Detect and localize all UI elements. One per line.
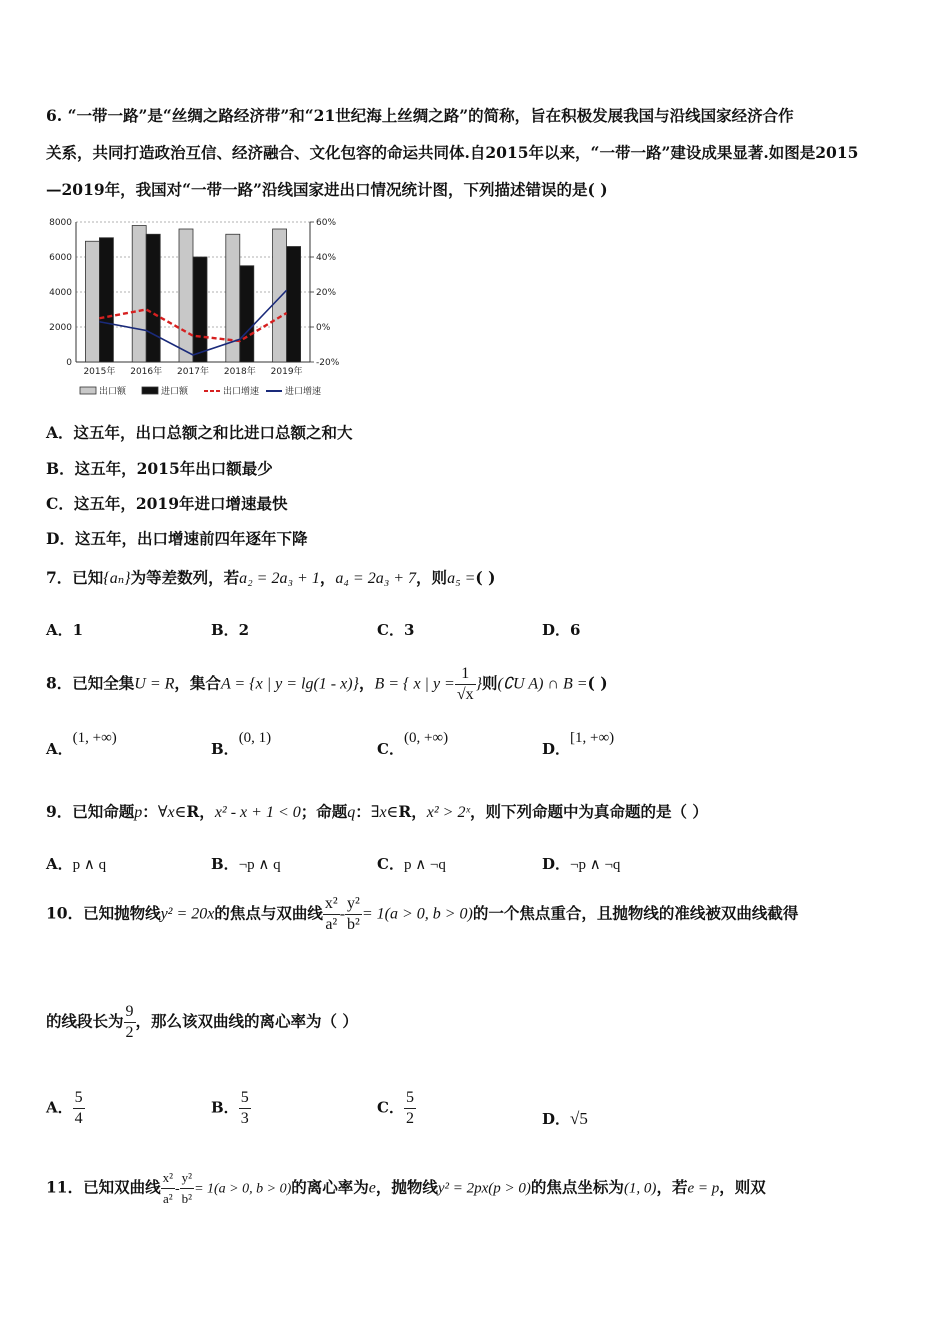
q10-y-fraction xyxy=(345,894,362,935)
q10-y-denominator: b² xyxy=(347,916,360,933)
q10-option-d-value: √5 xyxy=(570,1109,588,1128)
q10-option-a-fraction xyxy=(73,1088,85,1129)
q7-option-a: A．1 xyxy=(46,621,84,639)
q10-option-a xyxy=(46,1088,85,1129)
q10-option-b-numerator: 5 xyxy=(239,1088,251,1109)
q8-option-c-value: (0, +∞) xyxy=(403,730,449,746)
q8-option-a xyxy=(46,730,117,759)
x-tick-label: 2018年 xyxy=(223,367,256,377)
q9-p-statement: x² - x + 1 < 0 xyxy=(214,804,301,821)
q11-mid1: 的离心率为 xyxy=(291,1177,369,1197)
legend-label: 进口增速 xyxy=(285,387,322,397)
q9-option-d-value: ¬p ∧ ¬q xyxy=(570,857,621,873)
q7-condition-1: a₂ = 2a₃ + 1 xyxy=(239,570,320,587)
y-tick-label: 2000 xyxy=(49,323,72,333)
bar xyxy=(179,229,193,362)
q9-option-a xyxy=(46,853,106,874)
q10-option-a-denominator: 4 xyxy=(74,1110,83,1127)
q10-mid: 的焦点与双曲线 xyxy=(214,903,323,923)
y2-tick-label: 40% xyxy=(316,253,337,263)
q10-option-d-label: D． xyxy=(542,1110,571,1128)
q8-comma: ， xyxy=(358,673,375,693)
bar xyxy=(287,247,301,363)
q6-option-a: A．这五年，出口总额之和比进口总额之和大 xyxy=(46,423,353,442)
q7-sequence: {aₙ} xyxy=(103,570,131,587)
q10-stem-line1 xyxy=(46,894,798,935)
q10-option-c-fraction xyxy=(404,1088,416,1129)
legend-label: 出口额 xyxy=(99,387,127,397)
q10-length-numerator: 9 xyxy=(124,1002,136,1023)
q7-condition-2: a₄ = 2a₃ + 7 xyxy=(335,570,417,587)
q8-option-b xyxy=(211,730,272,759)
q10-y-numerator: y² xyxy=(345,894,362,915)
q7-mid: 为等差数列，若 xyxy=(130,568,240,587)
q11-y-numerator: y² xyxy=(180,1168,194,1189)
bar xyxy=(240,266,254,362)
q10-length-denominator: 2 xyxy=(125,1024,134,1041)
q7-option-b: B．2 xyxy=(211,621,250,639)
q6-line3: —2019年，我国对“一带一路”沿线国家进出口情况统计图，下列描述错误的是( ) xyxy=(46,180,608,199)
q7-prefix: 7．已知 xyxy=(46,568,104,587)
q11-focus: (1, 0) xyxy=(623,1180,657,1197)
bar xyxy=(273,229,287,362)
legend-label: 进口额 xyxy=(161,387,189,397)
q7-stem xyxy=(46,566,496,588)
q11-condition: = 1(a > 0, b > 0) xyxy=(194,1181,292,1197)
q10-option-b xyxy=(211,1088,251,1129)
q10-condition: = 1(a > 0, b > 0) xyxy=(361,905,473,923)
q9-colon: ： xyxy=(142,802,158,821)
q10-line2-suffix: ，那么该双曲线的离心率为（ ） xyxy=(135,1011,358,1031)
trade-chart xyxy=(40,212,350,404)
q9-q-statement: x² > 2ˣ xyxy=(426,804,470,821)
q8-option-d-value: [1, +∞) xyxy=(570,730,615,746)
q11-mid3: 的焦点坐标为 xyxy=(530,1177,624,1197)
q8-b-numerator: 1 xyxy=(455,664,476,685)
q10-minus: - xyxy=(339,905,346,923)
x-tick-label: 2017年 xyxy=(177,367,209,377)
x-tick-label: 2019年 xyxy=(270,367,303,377)
q8-set-a: A = {x | y = lg(1 - x)} xyxy=(220,675,359,693)
y-tick-label: 6000 xyxy=(49,253,72,263)
q9-p: p xyxy=(134,804,143,821)
q10-parabola: y² = 20x xyxy=(160,905,215,923)
bar xyxy=(193,257,207,362)
q11-prefix: 11．已知双曲线 xyxy=(46,1177,161,1197)
q9-option-b xyxy=(211,853,281,874)
q6-line1: 6. “一带一路”是“丝绸之路经济带”和“21世纪海上丝绸之路”的简称，旨在积极发展我国与沿线国家经济合作 xyxy=(46,106,794,125)
q7-option-d: D．6 xyxy=(542,621,581,639)
q10-x-numerator: x² xyxy=(323,894,340,915)
q11-y-denominator: b² xyxy=(181,1191,193,1206)
q6-option-c: C．这五年，2019年进口增速最快 xyxy=(46,494,288,513)
q9-option-b-value: ¬p ∧ q xyxy=(238,857,281,873)
q8-b-denominator: √x xyxy=(456,686,474,703)
q10-option-c-numerator: 5 xyxy=(404,1088,416,1109)
bar xyxy=(99,238,113,362)
q11-mid4: ，若 xyxy=(656,1177,688,1197)
q11-minus: - xyxy=(174,1181,180,1197)
q7-comma: ， xyxy=(319,568,336,587)
q10-option-a-numerator: 5 xyxy=(73,1088,85,1109)
q10-option-b-fraction xyxy=(239,1088,251,1129)
q9-prefix: 9．已知命题 xyxy=(46,802,135,821)
q9-r2: R， xyxy=(398,802,427,821)
q7-ask: a₅ = xyxy=(447,570,476,587)
q9-r1: R， xyxy=(186,802,215,821)
q11-stem xyxy=(46,1168,766,1209)
q11-y-fraction xyxy=(180,1168,194,1209)
y-tick-label: 0 xyxy=(66,358,72,368)
q11-x-denominator: a² xyxy=(162,1191,173,1206)
q6-option-d: D．这五年，出口增速前四年逐年下降 xyxy=(46,529,308,548)
y2-tick-label: 60% xyxy=(316,218,337,228)
q8-option-b-label: B． xyxy=(211,740,239,758)
legend-label: 出口增速 xyxy=(223,387,260,397)
legend-swatch xyxy=(80,387,96,394)
q9-q-quantifier: ∃x∈ xyxy=(370,804,399,821)
q8-option-d xyxy=(542,730,615,759)
q8-mid: ，集合 xyxy=(174,673,221,693)
q10-option-a-label: A． xyxy=(46,1098,73,1117)
q10-line2-prefix: 的线段长为 xyxy=(46,1011,124,1031)
q8-set-b-fraction xyxy=(455,664,476,705)
q9-option-c-label: C． xyxy=(377,855,404,873)
q8-prefix: 8．已知全集 xyxy=(46,673,135,693)
q10-option-c-denominator: 2 xyxy=(405,1110,414,1127)
q9-option-a-label: A． xyxy=(46,855,73,873)
q8-option-b-value: (0, 1) xyxy=(238,730,272,746)
q11-x-numerator: x² xyxy=(161,1168,175,1189)
q8-set-b-right: } xyxy=(475,675,483,693)
q8-set-b-left: B = { x | y = xyxy=(374,675,455,693)
q11-parabola: y² = 2px(p > 0) xyxy=(437,1180,531,1197)
q10-length-fraction xyxy=(124,1002,136,1043)
q8-expression: (∁U A) ∩ B = xyxy=(497,675,588,693)
y2-tick-label: -20% xyxy=(316,358,340,368)
bar xyxy=(85,241,99,362)
q7-then: ，则 xyxy=(416,568,448,587)
q11-mid2: ，抛物线 xyxy=(375,1177,438,1197)
q9-option-c-value: p ∧ ¬q xyxy=(403,857,446,873)
q11-condition-2: e = p xyxy=(687,1180,720,1197)
q10-x-fraction xyxy=(323,894,340,935)
q9-option-a-value: p ∧ q xyxy=(72,857,107,873)
y-tick-label: 4000 xyxy=(49,288,72,298)
q6-line2: 关系，共同打造政治互信、经济融合、文化包容的命运共同体.自2015年以来，“一带一路”建设成果显著.如图是2015 xyxy=(46,143,859,162)
q9-option-c xyxy=(377,853,446,874)
y-tick-label: 8000 xyxy=(49,218,72,228)
q9-option-b-label: B． xyxy=(211,855,239,873)
q11-e: e xyxy=(368,1179,376,1197)
q8-universal-set: U = R xyxy=(134,675,175,693)
q10-suffix: 的一个焦点重合，且抛物线的准线被双曲线截得 xyxy=(472,903,799,923)
q10-option-b-denominator: 3 xyxy=(240,1110,249,1127)
q9-option-d xyxy=(542,853,620,874)
q8-option-a-label: A． xyxy=(46,740,73,758)
q9-p-quantifier: ∀x∈ xyxy=(157,804,187,821)
q7-option-c: C．3 xyxy=(377,621,415,639)
q9-option-d-label: D． xyxy=(542,855,571,873)
q8-stem xyxy=(46,664,608,705)
q9-colon-2: ： xyxy=(355,802,371,821)
q7-paren: ( ) xyxy=(475,568,496,587)
y2-tick-label: 20% xyxy=(316,288,337,298)
q9-stem xyxy=(46,800,708,822)
bar xyxy=(132,226,146,363)
q8-then: 则 xyxy=(482,673,498,693)
y2-tick-label: 0% xyxy=(316,323,331,333)
q10-stem-line2 xyxy=(46,1002,358,1043)
q8-option-a-value: (1, +∞) xyxy=(72,730,117,746)
q8-option-c-label: C． xyxy=(377,740,404,758)
q10-option-c-label: C． xyxy=(377,1098,404,1117)
q10-prefix: 10．已知抛物线 xyxy=(46,903,161,923)
q10-option-c xyxy=(377,1088,416,1129)
q10-option-d xyxy=(542,1108,588,1129)
q10-x-denominator: a² xyxy=(325,916,338,933)
x-tick-label: 2016年 xyxy=(130,367,163,377)
q8-paren: ( ) xyxy=(587,673,608,693)
legend-swatch xyxy=(142,387,158,394)
bar xyxy=(146,234,160,362)
q8-option-c xyxy=(377,730,449,759)
q9-sep: ；命题 xyxy=(300,802,348,821)
q10-option-b-label: B． xyxy=(211,1098,239,1117)
q8-option-d-label: D． xyxy=(542,740,571,758)
q9-q: q xyxy=(347,804,356,821)
q11-x-fraction xyxy=(161,1168,175,1209)
q9-suffix: ，则下列命题中为真命题的是（ ） xyxy=(470,802,708,821)
q6-option-b: B．这五年，2015年出口额最少 xyxy=(46,459,273,478)
q11-suffix: ，则双 xyxy=(719,1177,766,1197)
x-tick-label: 2015年 xyxy=(83,367,116,377)
